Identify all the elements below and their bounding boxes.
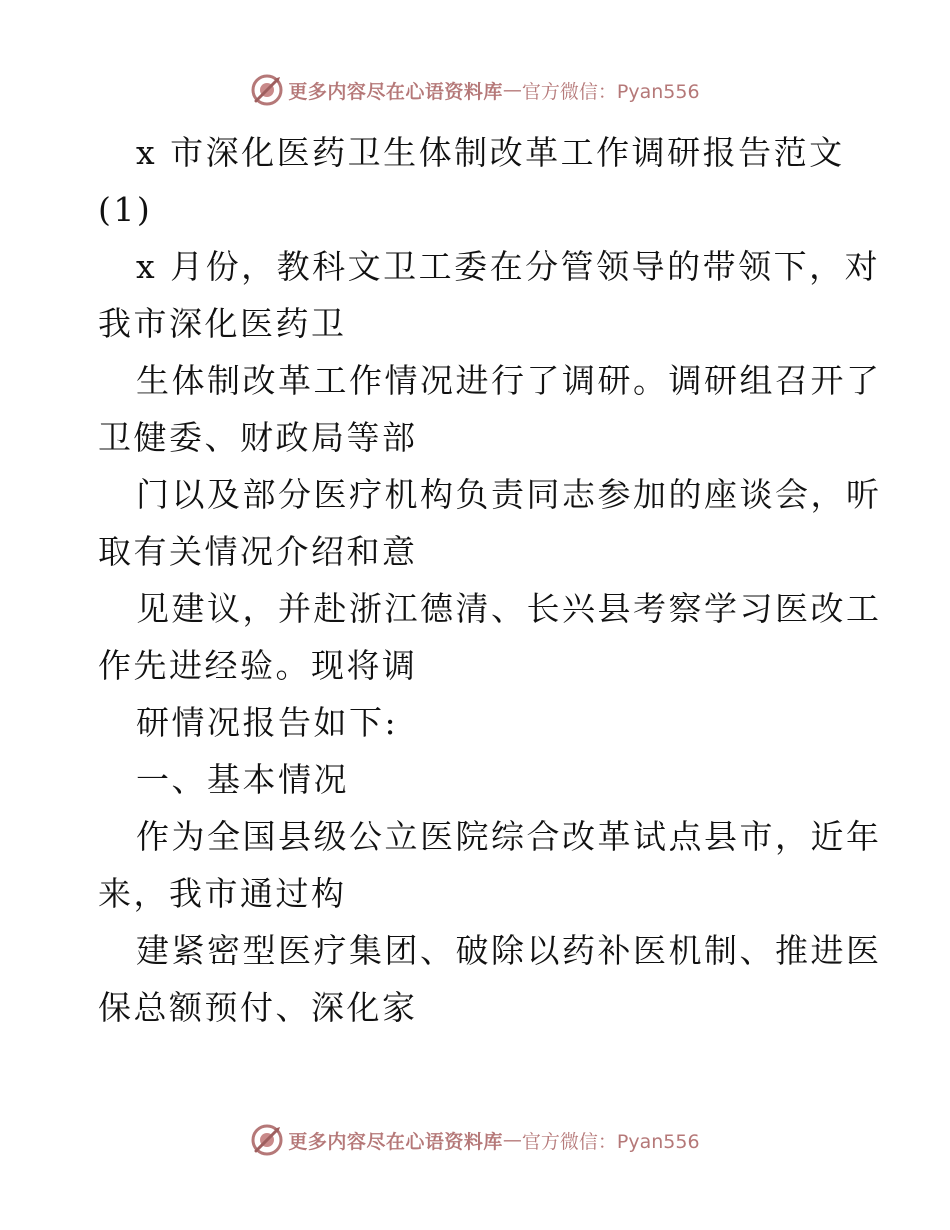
paragraph-line: 生体制改革工作情况进行了调研。调研组召开了: [136, 361, 882, 400]
paragraph-line: 我市深化医药卫: [98, 304, 347, 343]
footer-watermark: [0, 1120, 950, 1160]
document-body: [98, 124, 882, 1036]
paragraph-line: 建紧密型医疗集团、破除以药补医机制、推进医: [136, 931, 882, 970]
title-line-2: (1): [98, 190, 153, 229]
pen-logo-icon: [250, 1123, 284, 1157]
paragraph-line: x 月份，教科文卫工委在分管领导的带领下，对: [136, 247, 881, 286]
pen-logo-icon: [250, 73, 284, 107]
watermark-wechat: 官方微信：Pyan556: [521, 1130, 700, 1153]
header-watermark: [0, 70, 950, 110]
watermark-text: 更多内容尽在心语资料库: [288, 80, 503, 103]
paragraph-line: 来，我市通过构: [98, 874, 347, 913]
paragraph-line: 取有关情况介绍和意: [98, 532, 418, 571]
paragraph-line: 卫健委、财政局等部: [98, 418, 418, 457]
paragraph-line: 门以及部分医疗机构负责同志参加的座谈会，听: [136, 475, 882, 514]
watermark-separator: —: [502, 1129, 522, 1151]
paragraph-line: 研情况报告如下:: [136, 703, 399, 742]
watermark-text: 更多内容尽在心语资料库: [288, 1130, 503, 1153]
paragraph-line: 保总额预付、深化家: [98, 988, 418, 1027]
paragraph-line: 见建议，并赴浙江德清、长兴县考察学习医改工: [136, 589, 882, 628]
watermark-wechat: 官方微信：Pyan556: [521, 80, 700, 103]
title-line-1: x 市深化医药卫生体制改革工作调研报告范文: [136, 133, 845, 172]
section-heading: 一、基本情况: [136, 760, 349, 799]
paragraph-line: 作先进经验。现将调: [98, 646, 418, 685]
watermark-separator: —: [502, 79, 522, 101]
paragraph-line: 作为全国县级公立医院综合改革试点县市，近年: [136, 817, 882, 856]
